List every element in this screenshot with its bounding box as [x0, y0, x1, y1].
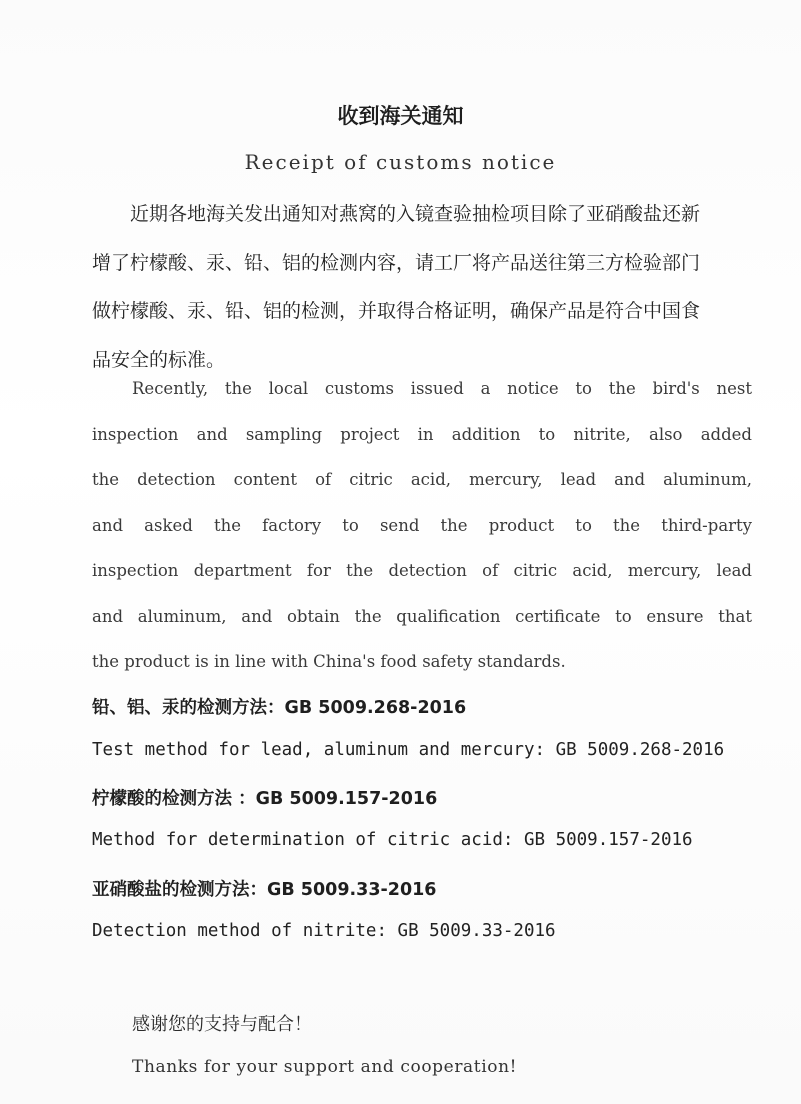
notice-cn-line: 品安全的标准。: [92, 348, 226, 371]
notice-en-line: and asked the factory to send the product to the third-party: [92, 515, 752, 535]
notice-en-line: inspection department for the detection of citric acid, mercury, lead: [92, 561, 752, 580]
notice-cn-line: 增了柠檬酸、汞、铅、铝的检测内容，请工厂将产品送往第三方检验部门: [92, 251, 701, 274]
notice-paragraph-chinese: [92, 190, 752, 384]
method-nitrite-cn: 亚硝酸盐的检测方法：GB 5009.33-2016: [92, 880, 437, 900]
notice-cn-line: 做柠檬酸、汞、铅、铝的检测，并取得合格证明，确保产品是符合中国食: [92, 300, 701, 322]
method-nitrite-en: Detection method of nitrite: GB 5009.33-2016: [92, 921, 556, 941]
notice-cn-line: 近期各地海关发出通知对燕窝的入镜查验抽检项目除了亚硝酸盐还新: [130, 203, 701, 225]
title-chinese: 收到海关通知: [337, 104, 464, 128]
notice-en-line: the product is in line with China's food safety standards.: [92, 652, 566, 671]
title-english: Receipt of customs notice: [244, 150, 557, 174]
thanks-chinese: 感谢您的支持与配合！: [132, 1014, 312, 1035]
notice-en-line: inspection and sampling project in addition to nitrite, also added: [92, 424, 752, 444]
method-lead-aluminum-mercury-en: Test method for lead, aluminum and mercury: GB 5009.268-2016: [92, 740, 725, 760]
method-citric-acid-cn: 柠檬酸的检测方法 ：GB 5009.157-2016: [92, 789, 438, 809]
thanks-english: Thanks for your support and cooperation!: [132, 1057, 518, 1077]
notice-en-line: Recently, the local customs issued a notice to the bird's nest: [132, 379, 752, 398]
notice-en-line: the detection content of citric acid, mercury, lead and aluminum,: [92, 470, 752, 489]
method-citric-acid-en: Method for determination of citric acid: GB 5009.157-2016: [92, 830, 693, 850]
method-lead-aluminum-mercury-cn: 铅、铝、汞的检测方法：GB 5009.268-2016: [92, 698, 467, 718]
notice-en-line: and aluminum, and obtain the qualification certificate to ensure that: [92, 606, 752, 626]
notice-paragraph-english: [92, 366, 752, 685]
